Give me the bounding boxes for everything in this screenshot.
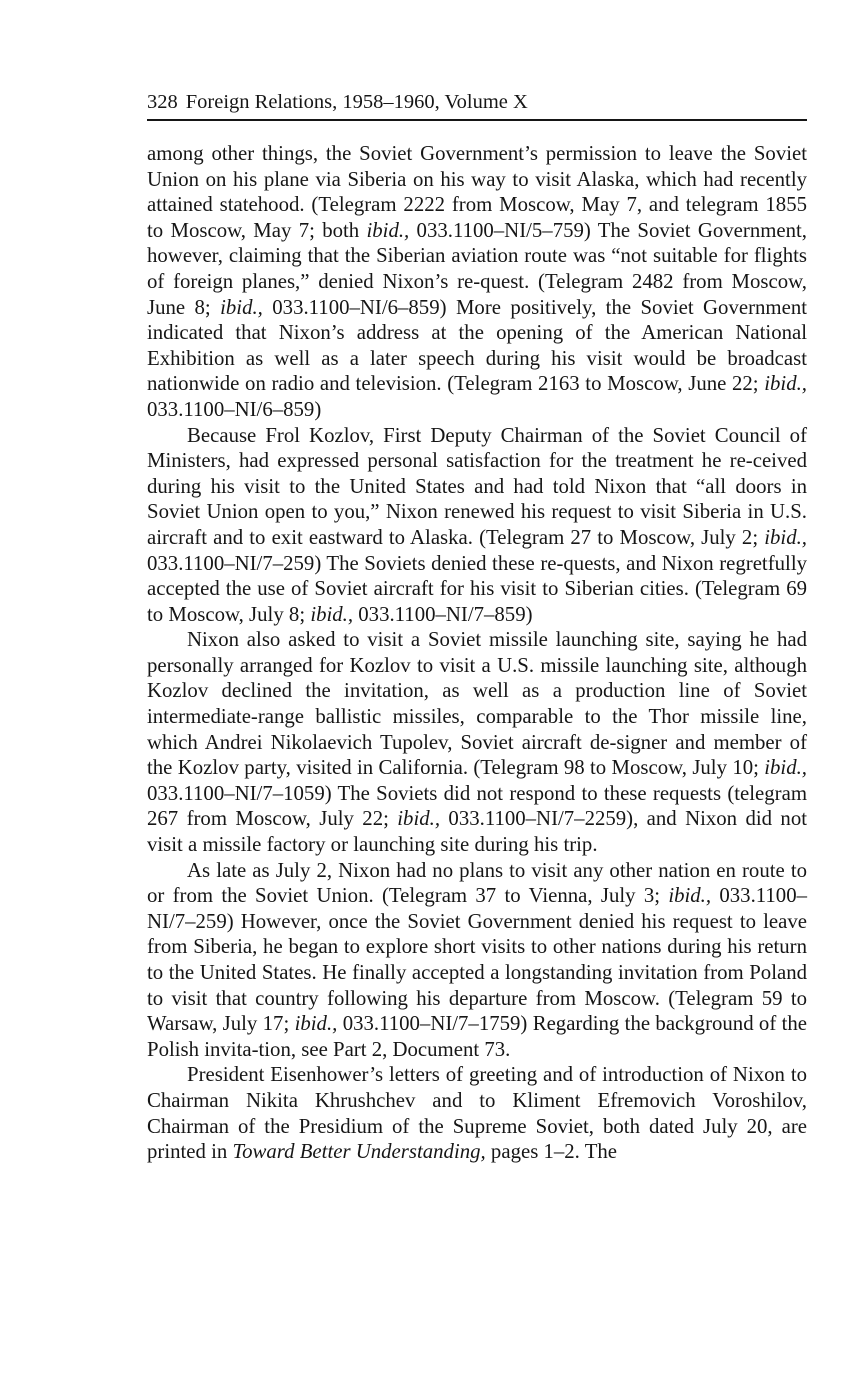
italic-citation: Toward Better Understanding,	[232, 1140, 486, 1164]
italic-citation: ibid.,	[294, 1012, 338, 1036]
text-segment: among other things, the Soviet Government’s permission to leave the Soviet Union on his plane via Siberia on his way to visit Alaska, which had recently attained statehood. (Telegram 2222 from Moscow, May 7, and telegram 1855 to Moscow, May 7; both	[147, 142, 807, 242]
paragraph	[147, 141, 807, 423]
text-segment: Because Frol Kozlov, First Deputy Chairman of the Soviet Council of Ministers, had expressed personal satisfaction for the treatment he re-ceived during his visit to the United States and had told Nixon that “all doors in Soviet Union open to you,” Nixon renewed his request to visit Siberia in U.S. aircraft and to exit eastward to Alaska. (Telegram 27 to Moscow, July 2;	[147, 423, 807, 549]
body-text	[147, 141, 807, 1165]
italic-citation: ibid.,	[668, 884, 712, 908]
text-segment: 033.1100–NI/7–259) However, once the Soviet Government denied his request to leave from Siberia, he began to explore short visits to other nations during his return to the United States. He finally accepted a longstanding invitation from Poland to visit that country following his departure from Moscow. (Telegram 59 to Warsaw, July 17;	[147, 884, 807, 1036]
text-segment: pages 1–2. The	[485, 1140, 618, 1164]
text-segment: 033.1100–NI/5–759) The Soviet Government, however, claiming that the Siberian aviation route was “not suitable for flights of foreign planes,” denied Nixon’s re-quest. (Telegram 2482 from Moscow, June 8;	[147, 218, 807, 319]
text-segment: 033.1100–NI/6–859)	[147, 397, 322, 421]
italic-citation: ibid.,	[764, 372, 807, 396]
header-rule	[147, 119, 807, 121]
paragraph	[147, 627, 807, 857]
italic-citation: ibid.,	[764, 756, 807, 780]
italic-citation: ibid.,	[220, 295, 263, 319]
text-segment: Nixon also asked to visit a Soviet missile launching site, saying he had personally arranged for Kozlov to visit a U.S. missile launching site, although Kozlov declined the invitation, as well as a production line of Soviet intermediate-range ballistic missiles, comparable to the Thor missile line, which Andrei Nikolaevich Tupolev, Soviet aircraft de-signer and member of the Kozlov party, visited in California. (Telegram 98 to Moscow, July 10;	[147, 628, 807, 780]
text-segment: 033.1100–NI/7–1059) The Soviets did not respond to these requests (telegram 267 from Moscow, July 22;	[147, 781, 807, 831]
running-header	[147, 88, 807, 116]
italic-citation: ibid.,	[366, 218, 410, 242]
text-segment: 033.1100–NI/7–1759) Regarding the background of the Polish invita-tion, see Part 2, Document 73.	[147, 1012, 808, 1061]
paragraph	[147, 423, 807, 628]
text-segment: President Eisenhower’s letters of greeting and of introduction of Nixon to Chairman Nikita Khrushchev and to Kliment Efremovich Voroshilov, Chairman of the Presidium of the Supreme Soviet, both dated July 20, are printed in	[147, 1063, 807, 1164]
text-segment: 033.1100–NI/7–2259), and Nixon did not visit a missile factory or launching site during his trip.	[147, 807, 807, 857]
page-number: 328	[147, 91, 178, 113]
italic-citation: ibid.,	[397, 807, 441, 831]
text-segment: 033.1100–NI/6–859) More positively, the Soviet Government indicated that Nixon’s address at the opening of the American National Exhibition as well as a later speech during his visit would be broadcast nationwide on radio and television. (Telegram 2163 to Moscow, June 22;	[147, 295, 807, 396]
paragraph	[147, 858, 807, 1063]
text-segment: 033.1100–NI/7–259) The Soviets denied these re-quests, and Nixon regretfully accepted the use of Soviet aircraft for his visit to Siberian cities. (Telegram 69 to Moscow, July 8;	[147, 551, 807, 626]
text-segment: As late as July 2, Nixon had no plans to visit any other nation en route to or from the Soviet Union. (Telegram 37 to Vienna, July 3;	[147, 858, 807, 908]
text-segment: 033.1100–NI/7–859)	[353, 602, 533, 626]
italic-citation: ibid.,	[310, 602, 354, 626]
volume-title: Foreign Relations, 1958–1960, Volume X	[185, 91, 528, 113]
paragraph	[147, 1062, 807, 1164]
italic-citation: ibid.,	[764, 525, 807, 549]
